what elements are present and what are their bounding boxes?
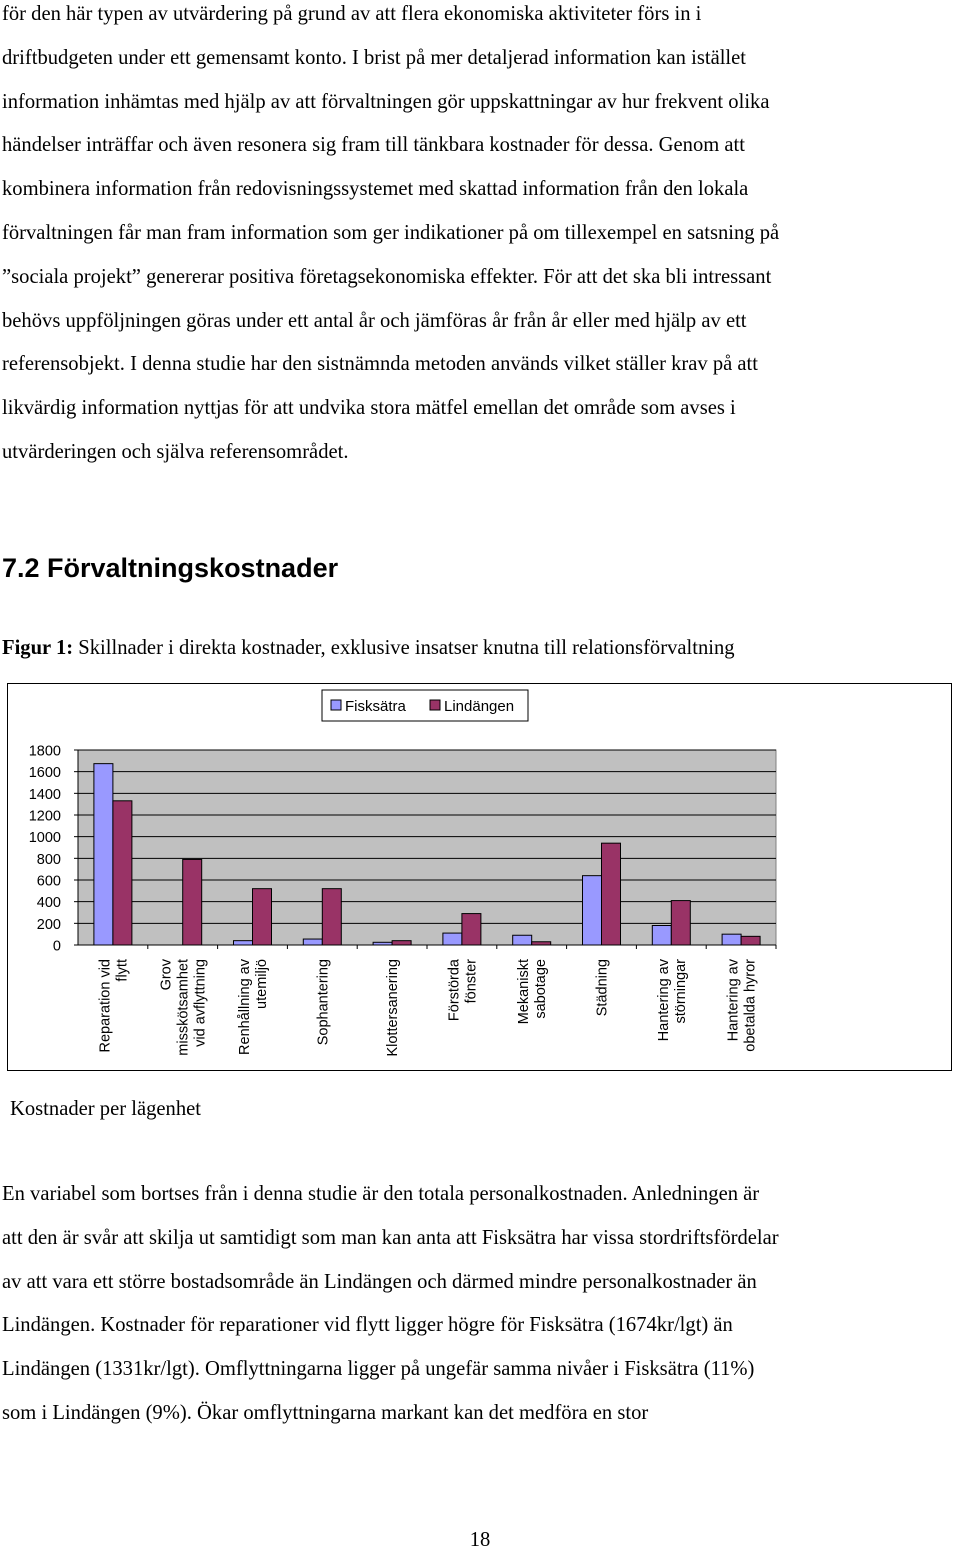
bar-lindngen-5 <box>392 941 411 945</box>
paragraph-bottom-line: En variabel som bortses från i denna studie är den totala personalkostnaden. Anledningen är <box>2 1183 760 1205</box>
paragraph-bottom-line: Lindängen (1331kr/lgt). Omflyttningarna ligger på ungefär samma nivåer i Fisksätra (11%) <box>2 1358 755 1381</box>
x-category-label: utemiljö <box>254 959 270 1009</box>
x-category-label: Hantering av <box>655 959 672 1042</box>
x-category-label: Reparation vid <box>97 959 114 1053</box>
y-tick-label: 400 <box>36 895 61 912</box>
y-tick-label: 1400 <box>28 786 61 803</box>
page-number: 18 <box>469 1529 491 1551</box>
legend-swatch-lindngen <box>430 700 440 710</box>
legend-label: Fisksätra <box>345 698 406 715</box>
paragraph-bottom-line: av att vara ett större bostadsområde än Lindängen och därmed mindre personalkostnader än <box>2 1270 757 1293</box>
bar-fiskstra-5 <box>373 942 392 945</box>
bar-lindngen-7 <box>532 942 551 945</box>
y-tick-label: 600 <box>36 873 61 890</box>
legend-label: Lindängen <box>444 698 515 715</box>
y-tick-label: 200 <box>36 916 61 933</box>
bar-chart <box>7 683 952 1071</box>
paragraph-top-line: förvaltningen får man fram information som ger indikationer på om tillexempel en satsning på <box>2 221 780 244</box>
bar-fiskstra-1 <box>94 764 113 945</box>
x-category-label: Sophantering <box>315 959 332 1046</box>
paragraph-top-line: för den här typen av utvärdering på grund av att flera ekonomiska aktiviteter förs in i <box>2 3 702 25</box>
x-category-label: Förstörda <box>446 959 463 1022</box>
legend-swatch-fiskstra <box>331 700 341 710</box>
paragraph-top-line: behövs uppföljningen göras under ett antal år och jämföras år från år eller med hjälp av ett <box>2 309 747 332</box>
x-category-label: obetalda hyror <box>742 959 759 1052</box>
y-tick-label: 800 <box>36 851 61 868</box>
body-paragraph-bottom <box>2 1173 960 1436</box>
bar-lindngen-1 <box>113 801 132 945</box>
paragraph-top-line: ”sociala projekt” genererar positiva företagsekonomiska effekter. För att det ska bli intressant <box>2 265 772 288</box>
bar-fiskstra-3 <box>234 941 253 945</box>
paragraph-top-line: likvärdig information nyttjas för att undvika stora mätfel emellan det område som avses i <box>2 397 736 420</box>
bar-lindngen-3 <box>253 889 272 945</box>
x-category-label: störningar <box>672 959 689 1024</box>
figure-caption-label: Figur 1: <box>2 637 74 659</box>
bar-fiskstra-6 <box>443 933 462 945</box>
paragraph-top-line: information inhämtas med hjälp av att förvaltningen gör uppskattningar av hur frekvent olika <box>2 90 770 113</box>
x-category-label: Hantering av <box>725 959 742 1042</box>
bar-lindngen-2 <box>183 859 202 945</box>
paragraph-bottom-line: att den är svår att skilja ut samtidigt som man kan anta att Fisksätra har vissa stordriftsfördelar <box>2 1226 779 1249</box>
y-tick-label: 0 <box>52 938 61 955</box>
figure-caption <box>2 632 735 664</box>
bar-fiskstra-10 <box>722 934 741 945</box>
bar-fiskstra-8 <box>583 876 602 945</box>
chart-axis-note: Kostnader per lägenhet <box>10 1098 201 1120</box>
bar-fiskstra-4 <box>303 939 322 945</box>
bar-lindngen-8 <box>602 843 621 945</box>
x-category-label: vid avflyttning <box>192 959 209 1047</box>
bar-lindngen-6 <box>462 914 481 945</box>
paragraph-top-line: referensobjekt. I denna studie har den sistnämnda metoden används vilket ställer krav på att <box>2 353 758 376</box>
paragraph-bottom-line: som i Lindängen (9%). Ökar omflyttningarna markant kan det medföra en stor <box>2 1401 649 1424</box>
paragraph-top-line: utvärderingen och själva referensområdet. <box>2 440 349 463</box>
bar-fiskstra-9 <box>652 926 671 946</box>
x-category-label: Städning <box>594 959 611 1017</box>
paragraph-top-line: kombinera information från redovisningssystemet med skattad information från den lokala <box>2 178 749 201</box>
section-heading: 7.2 Förvaltningskostnader <box>2 553 339 583</box>
x-category-label: Klottersanering <box>385 959 402 1057</box>
figure-caption-text: Skillnader i direkta kostnader, exklusive insatser knutna till relationsförvaltning <box>73 637 735 659</box>
y-tick-label: 1200 <box>28 808 61 825</box>
paragraph-top-line: driftbudgeten under ett gemensamt konto. I brist på mer detaljerad information kan istället <box>2 46 747 69</box>
bar-fiskstra-7 <box>513 935 532 945</box>
paragraph-top-line: händelser inträffar och även resonera sig fram till tänkbara kostnader för dessa. Genom att <box>2 134 745 157</box>
x-category-label: fönster <box>463 959 480 1004</box>
y-tick-label: 1600 <box>28 765 61 782</box>
paragraph-bottom-line: Lindängen. Kostnader för reparationer vid flytt ligger högre för Fisksätra (1674kr/lgt) än <box>2 1314 733 1337</box>
x-category-label: Mekaniskt <box>516 959 533 1025</box>
bar-lindngen-9 <box>671 901 690 945</box>
x-category-label: Grov <box>158 959 175 991</box>
x-category-label: sabotage <box>533 959 550 1019</box>
y-tick-label: 1800 <box>28 743 61 760</box>
bar-lindngen-10 <box>741 936 760 945</box>
bar-lindngen-4 <box>322 889 341 945</box>
x-category-label: misskötsamhet <box>175 959 192 1056</box>
x-category-label: flytt <box>114 959 131 982</box>
x-category-label: Renhållning av <box>237 959 253 1055</box>
body-paragraph-top <box>2 0 960 475</box>
y-tick-label: 1000 <box>28 830 61 847</box>
